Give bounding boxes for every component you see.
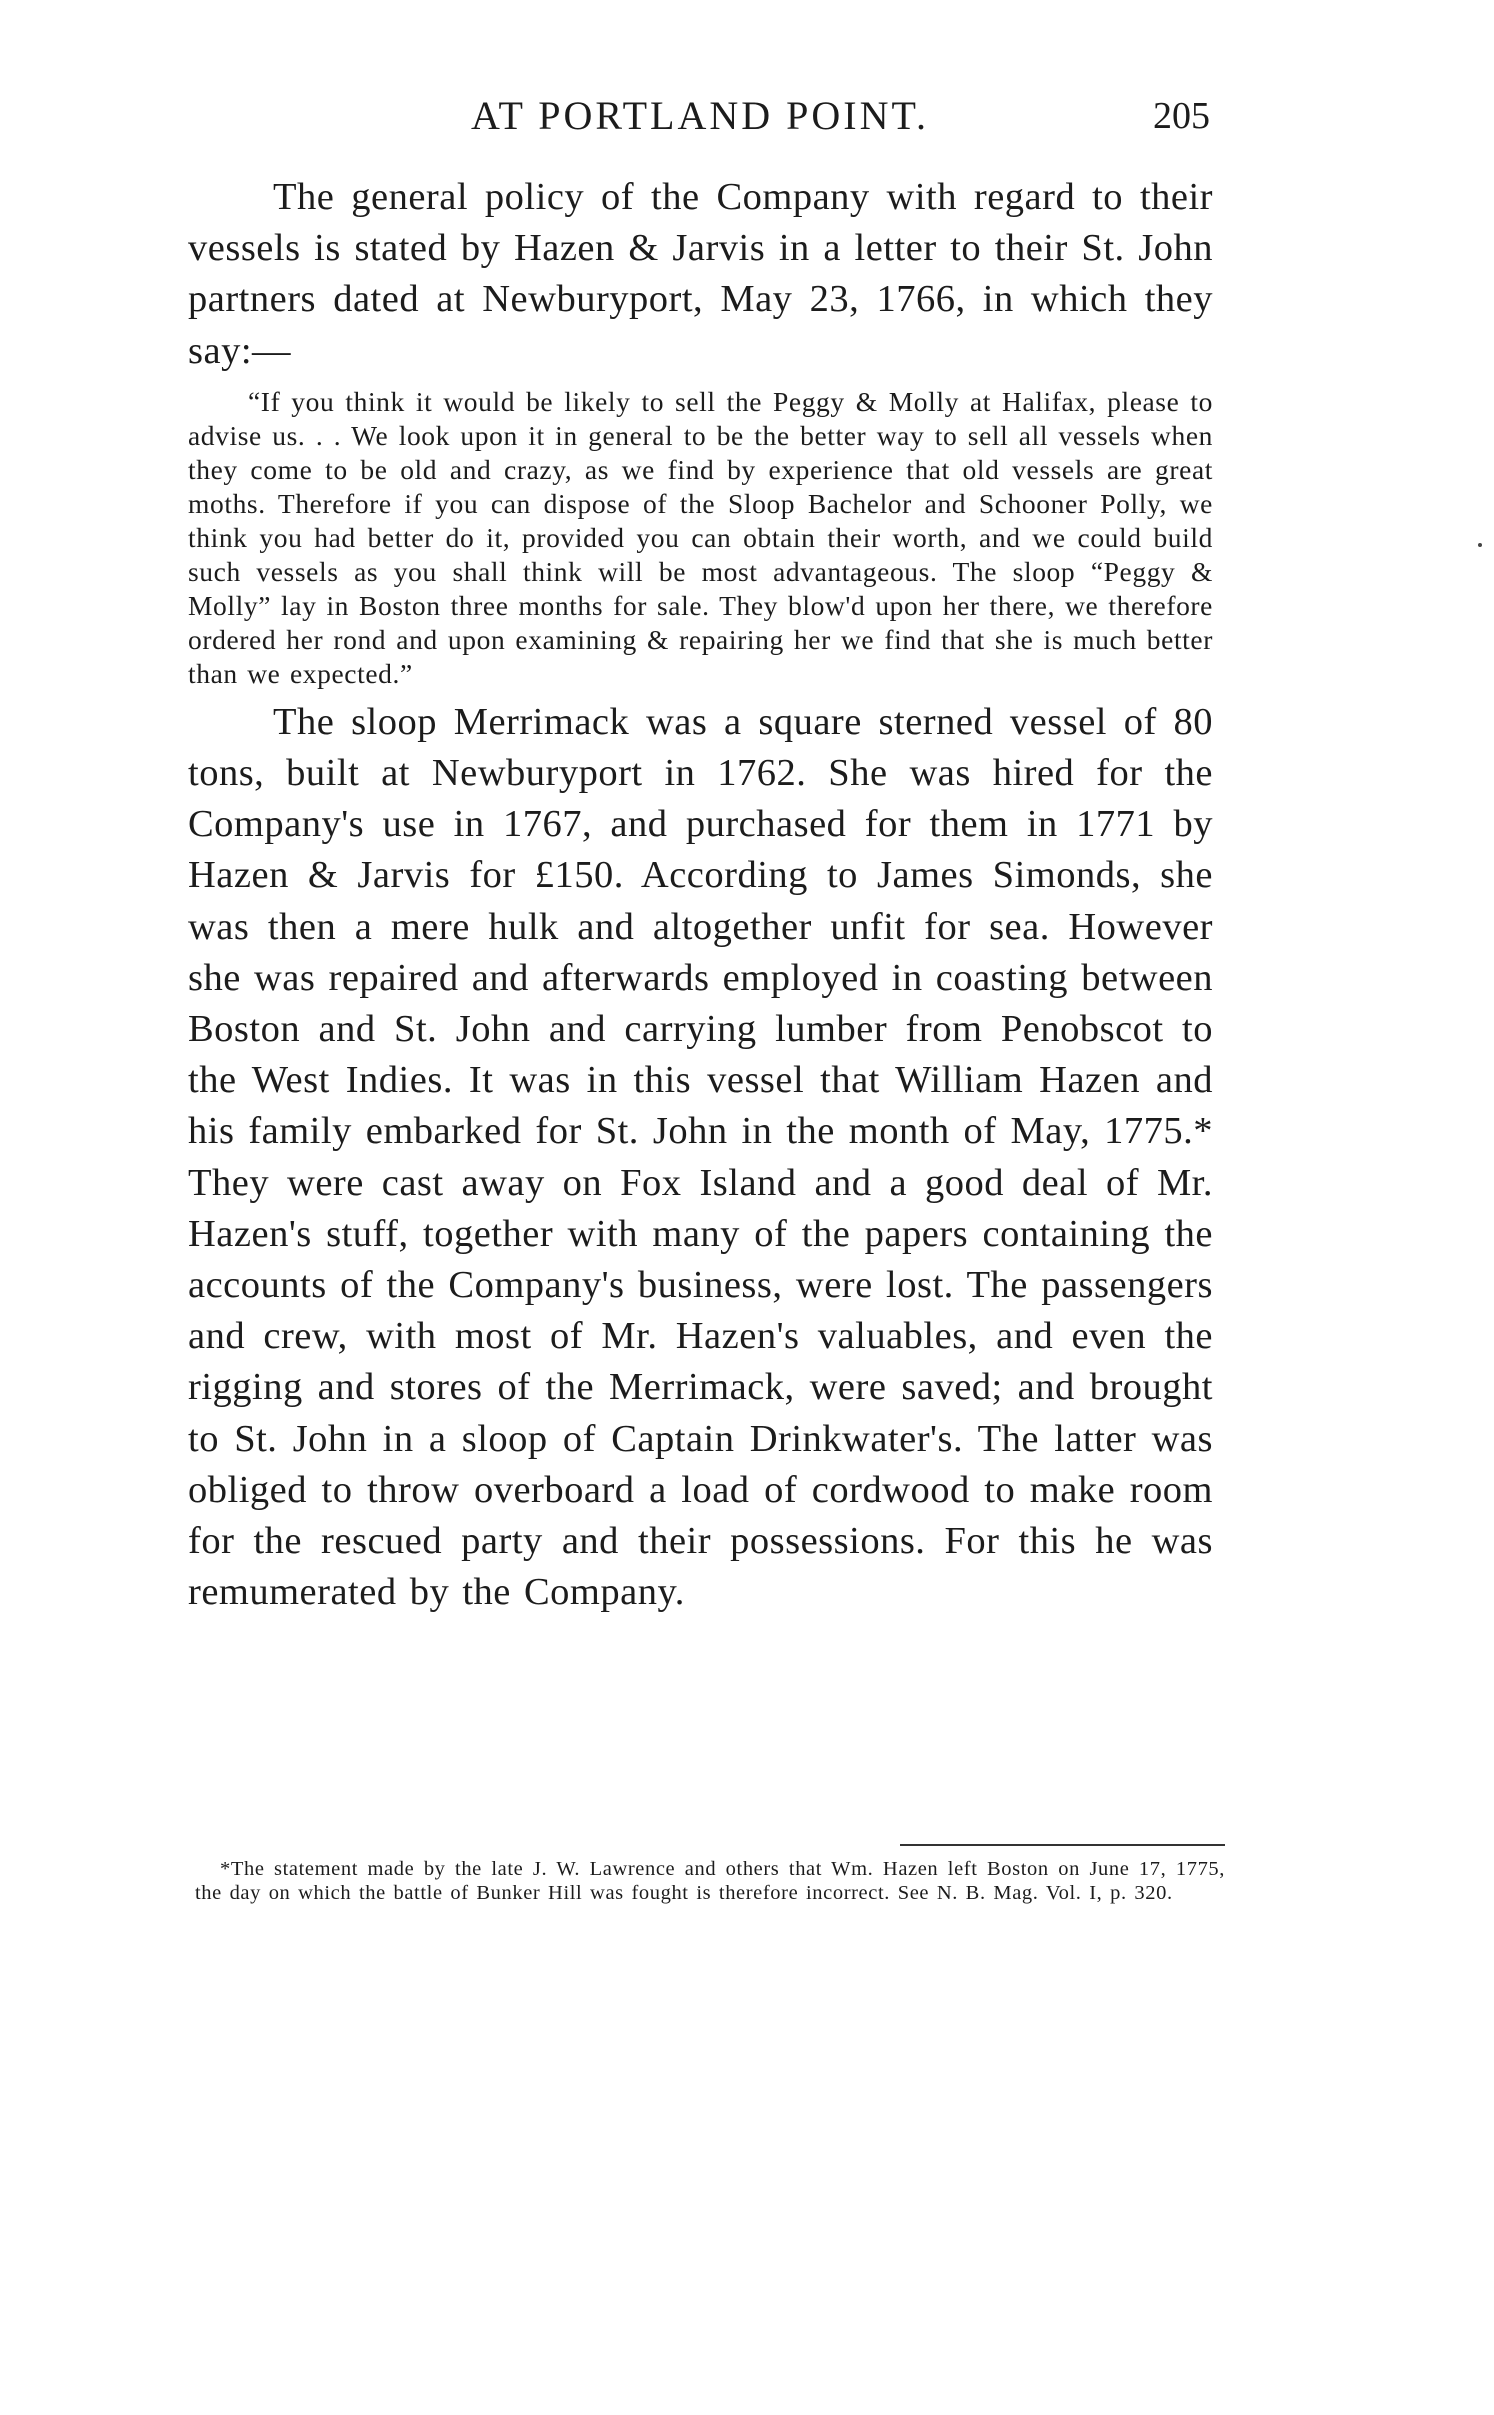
scan-speck bbox=[1478, 543, 1482, 547]
running-head bbox=[190, 86, 1210, 146]
paragraph-2: The sloop Merrimack was a square sterned vessel of 80 tons, built at Newburyport in 1762. She was hired for the Company's use in 1767, and purchased for them in 1771 by Hazen & Jarvis for £150. According to James Simonds, she was then a mere hulk and altogether unfit for sea. However she was repaired and afterwards employed in coasting between Boston and St. John and carrying lumber from Penobscot to the West Indies. It was in this vessel that William Hazen and his family embarked for St. John in the month of May, 1775.* They were cast away on Fox Island and a good deal of Mr. Hazen's stuff, together with many of the papers containing the accounts of the Company's business, were lost. The passengers and crew, with most of Mr. Hazen's valuables, and even the rigging and stores of the Merrimack, were saved; and brought to St. John in a sloop of Captain Drinkwater's. The latter was obliged to throw overboard a load of cordwood to make room for the rescued party and their possessions. For this he was remumerated by the Company. bbox=[188, 700, 1213, 1614]
footnote: *The statement made by the late J. W. Lawrence and others that Wm. Hazen left Boston on June 17, 1775, the day on which the battle of Bunker Hill was fought is therefore incorrect. See N. B. Mag. Vol. I, p. 320. bbox=[195, 1858, 1225, 1904]
body-text bbox=[188, 172, 1213, 1618]
letter-quotation: “If you think it would be likely to sell the Peggy & Molly at Halifax, please to advise us. . . We look upon it in general to be the better way to sell all vessels when they come to be old and crazy, as we find by experience that old vessels are great moths. Therefore if you can dispose of the Sloop Bachelor and Schooner Polly, we think you had better do it, provided you can obtain their worth, and we could build such vessels as you shall think will be most advantageous. The sloop “Peggy & Molly” lay in Boston three months for sale. They blow'd upon her there, we therefore ordered her rond and upon examining & repairing her we find that she is much better than we expected.” bbox=[188, 385, 1213, 689]
running-title: AT PORTLAND POINT. bbox=[471, 93, 929, 138]
paragraph-1: The general policy of the Company with regard to their vessels is stated by Hazen & Jarvis in a letter to their St. John partners dated at Newburyport, May 23, 1766, in which they say:— bbox=[188, 176, 1213, 372]
page-number: 205 bbox=[1153, 95, 1210, 137]
footnote-rule bbox=[900, 1844, 1225, 1846]
